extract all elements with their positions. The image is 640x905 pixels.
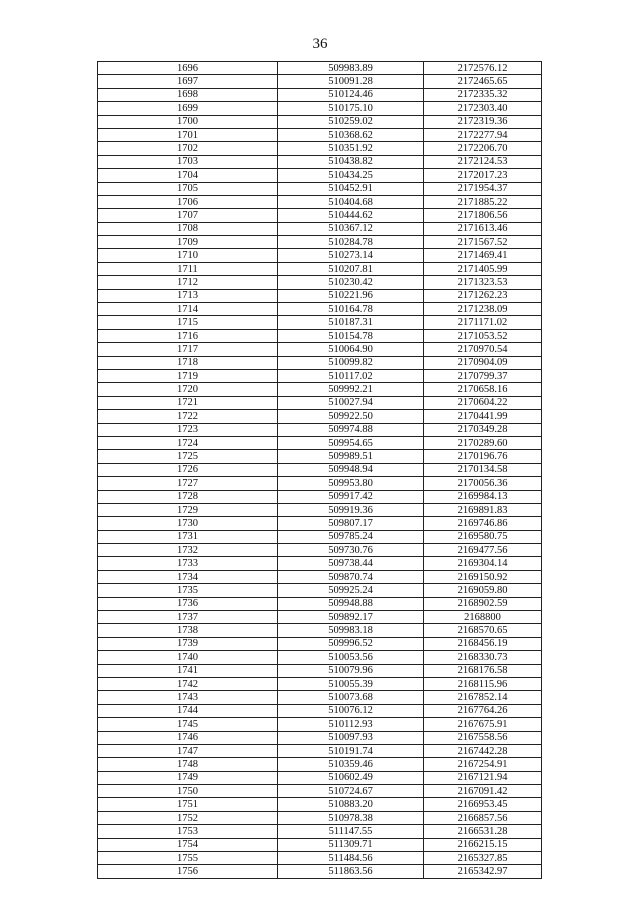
point-number-cell: 1728 [98, 490, 278, 503]
point-number-cell: 1747 [98, 744, 278, 757]
x-coordinate-cell: 509983.89 [278, 62, 424, 75]
table-row [98, 236, 542, 249]
point-number-cell: 1723 [98, 423, 278, 436]
table-row [98, 718, 542, 731]
y-coordinate-cell: 2167852.14 [424, 691, 542, 704]
table-row [98, 316, 542, 329]
table-row [98, 731, 542, 744]
table-row [98, 369, 542, 382]
y-coordinate-cell: 2171238.09 [424, 303, 542, 316]
x-coordinate-cell: 510438.82 [278, 155, 424, 168]
y-coordinate-cell: 2167254.91 [424, 758, 542, 771]
y-coordinate-cell: 2172124.53 [424, 155, 542, 168]
y-coordinate-cell: 2172017.23 [424, 169, 542, 182]
point-number-cell: 1714 [98, 303, 278, 316]
x-coordinate-cell: 509996.52 [278, 637, 424, 650]
x-coordinate-cell: 510444.62 [278, 209, 424, 222]
table-row [98, 758, 542, 771]
x-coordinate-cell: 509992.21 [278, 383, 424, 396]
x-coordinate-cell: 510359.46 [278, 758, 424, 771]
y-coordinate-cell: 2169746.86 [424, 517, 542, 530]
table-row [98, 450, 542, 463]
point-number-cell: 1738 [98, 624, 278, 637]
x-coordinate-cell: 510064.90 [278, 343, 424, 356]
table-row [98, 677, 542, 690]
x-coordinate-cell: 510273.14 [278, 249, 424, 262]
table-row [98, 584, 542, 597]
table-row [98, 155, 542, 168]
x-coordinate-cell: 510124.46 [278, 88, 424, 101]
y-coordinate-cell: 2172206.70 [424, 142, 542, 155]
y-coordinate-cell: 2172319.36 [424, 115, 542, 128]
table-row [98, 128, 542, 141]
table-row [98, 798, 542, 811]
table-row [98, 771, 542, 784]
y-coordinate-cell: 2167764.26 [424, 704, 542, 717]
table-row [98, 249, 542, 262]
y-coordinate-cell: 2170441.99 [424, 410, 542, 423]
point-number-cell: 1732 [98, 544, 278, 557]
table-row [98, 169, 542, 182]
x-coordinate-cell: 509730.76 [278, 544, 424, 557]
point-number-cell: 1730 [98, 517, 278, 530]
table-row [98, 195, 542, 208]
table-row [98, 356, 542, 369]
table-row [98, 75, 542, 88]
y-coordinate-cell: 2171053.52 [424, 329, 542, 342]
point-number-cell: 1709 [98, 236, 278, 249]
table-row [98, 182, 542, 195]
y-coordinate-cell: 2168800 [424, 611, 542, 624]
x-coordinate-cell: 510978.38 [278, 811, 424, 824]
x-coordinate-cell: 509925.24 [278, 584, 424, 597]
point-number-cell: 1740 [98, 651, 278, 664]
x-coordinate-cell: 511484.56 [278, 852, 424, 865]
y-coordinate-cell: 2170904.09 [424, 356, 542, 369]
y-coordinate-cell: 2171262.23 [424, 289, 542, 302]
point-number-cell: 1724 [98, 436, 278, 449]
x-coordinate-cell: 509954.65 [278, 436, 424, 449]
y-coordinate-cell: 2171323.53 [424, 276, 542, 289]
y-coordinate-cell: 2168570.65 [424, 624, 542, 637]
y-coordinate-cell: 2167558.56 [424, 731, 542, 744]
x-coordinate-cell: 510452.91 [278, 182, 424, 195]
x-coordinate-cell: 510154.78 [278, 329, 424, 342]
point-number-cell: 1725 [98, 450, 278, 463]
y-coordinate-cell: 2166953.45 [424, 798, 542, 811]
x-coordinate-cell: 510073.68 [278, 691, 424, 704]
x-coordinate-cell: 509917.42 [278, 490, 424, 503]
x-coordinate-cell: 510175.10 [278, 102, 424, 115]
y-coordinate-cell: 2170970.54 [424, 343, 542, 356]
y-coordinate-cell: 2172465.65 [424, 75, 542, 88]
point-number-cell: 1711 [98, 262, 278, 275]
y-coordinate-cell: 2171954.37 [424, 182, 542, 195]
x-coordinate-cell: 509892.17 [278, 611, 424, 624]
table-body [98, 62, 542, 879]
table-row [98, 329, 542, 342]
table-row [98, 396, 542, 409]
y-coordinate-cell: 2171613.46 [424, 222, 542, 235]
x-coordinate-cell: 510099.82 [278, 356, 424, 369]
x-coordinate-cell: 510230.42 [278, 276, 424, 289]
x-coordinate-cell: 510351.92 [278, 142, 424, 155]
y-coordinate-cell: 2171885.22 [424, 195, 542, 208]
x-coordinate-cell: 511309.71 [278, 838, 424, 851]
page-number: 36 [312, 36, 328, 52]
table-row [98, 503, 542, 516]
point-number-cell: 1744 [98, 704, 278, 717]
y-coordinate-cell: 2172303.40 [424, 102, 542, 115]
x-coordinate-cell: 510284.78 [278, 236, 424, 249]
point-number-cell: 1712 [98, 276, 278, 289]
point-number-cell: 1735 [98, 584, 278, 597]
point-number-cell: 1734 [98, 570, 278, 583]
y-coordinate-cell: 2169984.13 [424, 490, 542, 503]
y-coordinate-cell: 2167091.42 [424, 785, 542, 798]
table-row [98, 517, 542, 530]
table-row [98, 557, 542, 570]
table-row [98, 142, 542, 155]
point-number-cell: 1706 [98, 195, 278, 208]
table-row [98, 262, 542, 275]
y-coordinate-cell: 2167675.91 [424, 718, 542, 731]
y-coordinate-cell: 2169150.92 [424, 570, 542, 583]
table-row [98, 530, 542, 543]
table-row [98, 838, 542, 851]
x-coordinate-cell: 509948.94 [278, 463, 424, 476]
y-coordinate-cell: 2170658.16 [424, 383, 542, 396]
table-row [98, 115, 542, 128]
y-coordinate-cell: 2169059.80 [424, 584, 542, 597]
x-coordinate-cell: 510883.20 [278, 798, 424, 811]
y-coordinate-cell: 2170056.36 [424, 477, 542, 490]
point-number-cell: 1748 [98, 758, 278, 771]
x-coordinate-cell: 511863.56 [278, 865, 424, 878]
point-number-cell: 1743 [98, 691, 278, 704]
y-coordinate-cell: 2170604.22 [424, 396, 542, 409]
table-row [98, 785, 542, 798]
point-number-cell: 1745 [98, 718, 278, 731]
point-number-cell: 1739 [98, 637, 278, 650]
point-number-cell: 1703 [98, 155, 278, 168]
coordinates-table [97, 61, 542, 879]
y-coordinate-cell: 2170799.37 [424, 369, 542, 382]
y-coordinate-cell: 2170134.58 [424, 463, 542, 476]
table-row [98, 825, 542, 838]
x-coordinate-cell: 510602.49 [278, 771, 424, 784]
table-row [98, 410, 542, 423]
y-coordinate-cell: 2168456.19 [424, 637, 542, 650]
y-coordinate-cell: 2166215.15 [424, 838, 542, 851]
y-coordinate-cell: 2171469.41 [424, 249, 542, 262]
y-coordinate-cell: 2166531.28 [424, 825, 542, 838]
x-coordinate-cell: 510164.78 [278, 303, 424, 316]
table-row [98, 88, 542, 101]
x-coordinate-cell: 510724.67 [278, 785, 424, 798]
table-row [98, 222, 542, 235]
x-coordinate-cell: 510368.62 [278, 128, 424, 141]
point-number-cell: 1696 [98, 62, 278, 75]
table-row [98, 624, 542, 637]
table-row [98, 664, 542, 677]
point-number-cell: 1717 [98, 343, 278, 356]
table-row [98, 744, 542, 757]
y-coordinate-cell: 2166857.56 [424, 811, 542, 824]
y-coordinate-cell: 2169304.14 [424, 557, 542, 570]
point-number-cell: 1699 [98, 102, 278, 115]
point-number-cell: 1741 [98, 664, 278, 677]
x-coordinate-cell: 510187.31 [278, 316, 424, 329]
point-number-cell: 1719 [98, 369, 278, 382]
point-number-cell: 1731 [98, 530, 278, 543]
point-number-cell: 1702 [98, 142, 278, 155]
y-coordinate-cell: 2171806.56 [424, 209, 542, 222]
table-row [98, 436, 542, 449]
table-row [98, 490, 542, 503]
table-row [98, 637, 542, 650]
table-row [98, 343, 542, 356]
x-coordinate-cell: 510259.02 [278, 115, 424, 128]
y-coordinate-cell: 2168115.96 [424, 677, 542, 690]
x-coordinate-cell: 510221.96 [278, 289, 424, 302]
y-coordinate-cell: 2170196.76 [424, 450, 542, 463]
point-number-cell: 1729 [98, 503, 278, 516]
table-row [98, 611, 542, 624]
point-number-cell: 1726 [98, 463, 278, 476]
table-row [98, 463, 542, 476]
point-number-cell: 1698 [98, 88, 278, 101]
x-coordinate-cell: 510076.12 [278, 704, 424, 717]
x-coordinate-cell: 510055.39 [278, 677, 424, 690]
y-coordinate-cell: 2169477.56 [424, 544, 542, 557]
point-number-cell: 1753 [98, 825, 278, 838]
point-number-cell: 1718 [98, 356, 278, 369]
x-coordinate-cell: 510367.12 [278, 222, 424, 235]
y-coordinate-cell: 2167121.94 [424, 771, 542, 784]
table-row [98, 303, 542, 316]
y-coordinate-cell: 2171405.99 [424, 262, 542, 275]
x-coordinate-cell: 510027.94 [278, 396, 424, 409]
x-coordinate-cell: 510404.68 [278, 195, 424, 208]
point-number-cell: 1742 [98, 677, 278, 690]
y-coordinate-cell: 2169891.83 [424, 503, 542, 516]
table-row [98, 477, 542, 490]
y-coordinate-cell: 2170289.60 [424, 436, 542, 449]
table-row [98, 852, 542, 865]
y-coordinate-cell: 2170349.28 [424, 423, 542, 436]
x-coordinate-cell: 509989.51 [278, 450, 424, 463]
y-coordinate-cell: 2168176.58 [424, 664, 542, 677]
x-coordinate-cell: 509983.18 [278, 624, 424, 637]
point-number-cell: 1749 [98, 771, 278, 784]
y-coordinate-cell: 2172277.94 [424, 128, 542, 141]
table-row [98, 423, 542, 436]
table-row [98, 544, 542, 557]
x-coordinate-cell: 510434.25 [278, 169, 424, 182]
point-number-cell: 1752 [98, 811, 278, 824]
x-coordinate-cell: 510097.93 [278, 731, 424, 744]
point-number-cell: 1700 [98, 115, 278, 128]
x-coordinate-cell: 510112.93 [278, 718, 424, 731]
point-number-cell: 1721 [98, 396, 278, 409]
y-coordinate-cell: 2172576.12 [424, 62, 542, 75]
point-number-cell: 1751 [98, 798, 278, 811]
y-coordinate-cell: 2171171.02 [424, 316, 542, 329]
table-row [98, 570, 542, 583]
point-number-cell: 1746 [98, 731, 278, 744]
x-coordinate-cell: 509919.36 [278, 503, 424, 516]
table-row [98, 209, 542, 222]
y-coordinate-cell: 2169580.75 [424, 530, 542, 543]
point-number-cell: 1755 [98, 852, 278, 865]
x-coordinate-cell: 510191.74 [278, 744, 424, 757]
point-number-cell: 1754 [98, 838, 278, 851]
table-row [98, 865, 542, 878]
y-coordinate-cell: 2171567.52 [424, 236, 542, 249]
table-row [98, 102, 542, 115]
point-number-cell: 1737 [98, 611, 278, 624]
x-coordinate-cell: 509953.80 [278, 477, 424, 490]
x-coordinate-cell: 509922.50 [278, 410, 424, 423]
x-coordinate-cell: 509974.88 [278, 423, 424, 436]
point-number-cell: 1713 [98, 289, 278, 302]
point-number-cell: 1720 [98, 383, 278, 396]
point-number-cell: 1704 [98, 169, 278, 182]
table-row [98, 704, 542, 717]
point-number-cell: 1722 [98, 410, 278, 423]
point-number-cell: 1736 [98, 597, 278, 610]
point-number-cell: 1707 [98, 209, 278, 222]
table-row [98, 691, 542, 704]
y-coordinate-cell: 2168330.73 [424, 651, 542, 664]
x-coordinate-cell: 510079.96 [278, 664, 424, 677]
table-row [98, 383, 542, 396]
table-row [98, 62, 542, 75]
point-number-cell: 1697 [98, 75, 278, 88]
point-number-cell: 1705 [98, 182, 278, 195]
table-row [98, 651, 542, 664]
table-row [98, 811, 542, 824]
table-row [98, 276, 542, 289]
point-number-cell: 1716 [98, 329, 278, 342]
x-coordinate-cell: 509870.74 [278, 570, 424, 583]
table-row [98, 597, 542, 610]
point-number-cell: 1710 [98, 249, 278, 262]
point-number-cell: 1750 [98, 785, 278, 798]
point-number-cell: 1701 [98, 128, 278, 141]
x-coordinate-cell: 511147.55 [278, 825, 424, 838]
y-coordinate-cell: 2168902.59 [424, 597, 542, 610]
y-coordinate-cell: 2172335.32 [424, 88, 542, 101]
x-coordinate-cell: 510117.02 [278, 369, 424, 382]
point-number-cell: 1708 [98, 222, 278, 235]
table-row [98, 289, 542, 302]
x-coordinate-cell: 510207.81 [278, 262, 424, 275]
x-coordinate-cell: 509807.17 [278, 517, 424, 530]
x-coordinate-cell: 510091.28 [278, 75, 424, 88]
y-coordinate-cell: 2165327.85 [424, 852, 542, 865]
point-number-cell: 1727 [98, 477, 278, 490]
y-coordinate-cell: 2165342.97 [424, 865, 542, 878]
point-number-cell: 1733 [98, 557, 278, 570]
x-coordinate-cell: 509948.88 [278, 597, 424, 610]
x-coordinate-cell: 510053.56 [278, 651, 424, 664]
x-coordinate-cell: 509785.24 [278, 530, 424, 543]
point-number-cell: 1715 [98, 316, 278, 329]
y-coordinate-cell: 2167442.28 [424, 744, 542, 757]
x-coordinate-cell: 509738.44 [278, 557, 424, 570]
point-number-cell: 1756 [98, 865, 278, 878]
